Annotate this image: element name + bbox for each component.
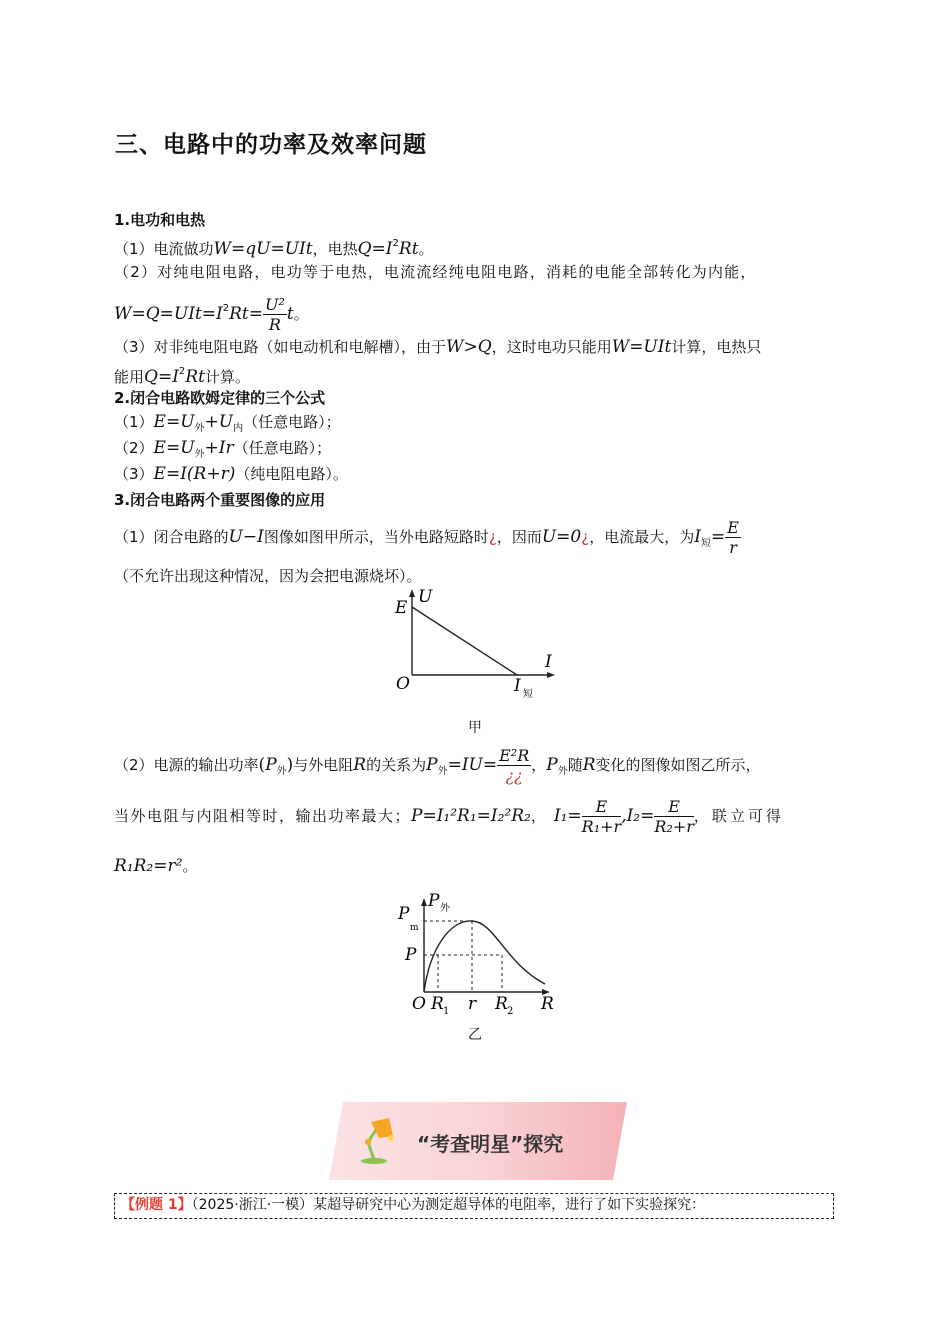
glitch-char: ¿ <box>581 528 590 546</box>
s1-line-3 <box>114 287 309 336</box>
p-axis-arrow <box>421 898 427 906</box>
s1-line-4 <box>114 337 761 357</box>
numerator: E <box>727 518 739 537</box>
formula: U=0 <box>541 527 582 547</box>
label-p: P <box>428 891 440 911</box>
fraction-i1 <box>582 797 622 836</box>
power-curve <box>424 921 545 992</box>
formula: E=U <box>153 438 195 458</box>
formula-inequality: W>Q <box>446 337 492 357</box>
subsection-1-title: 1.电功和电热 <box>114 211 206 229</box>
formula: +U <box>204 412 234 432</box>
formula: R₁R₂=r² <box>114 856 183 876</box>
i-axis-arrow <box>547 672 555 678</box>
u-axis-arrow <box>409 589 415 597</box>
fraction-i2 <box>654 797 694 836</box>
glitch-char: ¿ <box>488 528 497 546</box>
text: ，这时电功只能用 <box>491 338 612 356</box>
label-i-short-sub: 短 <box>523 689 533 700</box>
formula: (R+r) <box>186 464 236 484</box>
text: ， <box>531 756 547 774</box>
example-1-box <box>114 1193 834 1219</box>
subscript: 外 <box>437 766 448 777</box>
formula-work: W=UIt <box>611 337 672 357</box>
figure-power-graph <box>395 888 565 1023</box>
text: 的关系为 <box>366 756 427 774</box>
formula: =IU= <box>447 755 498 775</box>
label-e: E <box>395 598 408 618</box>
label-i-short: I <box>514 676 521 696</box>
formula: U−I <box>228 527 264 547</box>
text: 变化的图像如图乙所示， <box>595 756 761 774</box>
formula-pure-rest: Rt= <box>229 304 263 324</box>
label-r-axis: R <box>541 994 554 1014</box>
star-explore-banner <box>329 1102 627 1180</box>
formula-heat: Q=I <box>144 367 179 387</box>
example-tag: 【例题 1】 <box>121 1197 192 1213</box>
subscript: 外 <box>557 766 568 777</box>
section-heading: 三、电路中的功率及效率问题 <box>115 132 427 158</box>
s3-para-3 <box>114 795 784 837</box>
subscript: 外 <box>194 449 205 460</box>
label-r1-sub: 1 <box>443 1006 450 1017</box>
text: 。 <box>418 240 434 258</box>
label-r1: R <box>431 994 444 1014</box>
formula: I₁= <box>553 806 582 826</box>
text: （1）电流做功 <box>114 240 214 258</box>
text: 随 <box>567 756 583 774</box>
subscript: 短 <box>700 538 711 549</box>
example-text: （2025·浙江·一模）某超导研究中心为测定超导体的电阻率，进行了如下实验探究： <box>191 1197 706 1213</box>
label-p-sub: 外 <box>440 903 450 914</box>
formula-heat-rest: Rt <box>398 239 419 259</box>
fraction-e-r <box>725 518 741 557</box>
denominator: R₁+r <box>581 817 622 836</box>
ui-line <box>412 607 517 675</box>
label-r2-sub: 2 <box>507 1006 514 1017</box>
figure-a-caption: 甲 <box>468 720 482 736</box>
label-o: O <box>412 994 426 1014</box>
label-p2: P <box>405 945 417 965</box>
text: ，联立可得 <box>693 807 784 825</box>
denominator: r <box>729 538 737 557</box>
text: ，因而 <box>496 528 542 546</box>
text: 图像如图甲所示，当外电路短路时 <box>263 528 489 546</box>
text: （任意电路）； <box>243 413 341 431</box>
label-o: O <box>396 674 410 694</box>
s2-formula-1 <box>114 412 341 439</box>
formula-pure: W=Q=UIt=I <box>114 304 223 324</box>
equals: = <box>710 527 726 547</box>
numerator: E²R <box>499 746 530 765</box>
text: （2） <box>114 439 154 457</box>
text: ，电热 <box>312 240 358 258</box>
subscript: 内 <box>233 423 244 434</box>
formula: R <box>582 755 596 775</box>
denominator: R₂+r <box>654 817 694 836</box>
denominator: R <box>268 315 281 334</box>
label-i: I <box>545 652 552 672</box>
label-pm-sub: m <box>410 923 419 933</box>
formula: I <box>694 527 701 547</box>
lamp-icon <box>359 1116 403 1166</box>
banner-title: “考查明星”探究 <box>417 1132 564 1156</box>
s1-line-5 <box>114 362 250 387</box>
formula-heat: Q=I <box>357 239 393 259</box>
fraction-output-power <box>497 746 531 785</box>
text: （3）对非纯电阻电路（如电动机和电解槽），由于 <box>114 338 447 356</box>
text: （3） <box>114 465 154 483</box>
text: ， <box>530 807 546 825</box>
text: 计算。 <box>204 368 250 386</box>
text: 当外电阻与内阻相等时，输出功率最大； <box>114 807 412 825</box>
denominator: ¿¿ <box>505 766 523 785</box>
text: （1）闭合电路的 <box>114 528 229 546</box>
label-r: r <box>468 994 477 1014</box>
s3-para-2: （2）电源的输出功率$(P_外)$与外电阻R的关系为$P_外=IU=$ $\frac{\text{E²R}}{¿¿}$ ，$P_外$随R变化的图像如图乙所示， <box>114 746 761 785</box>
text: 能用 <box>114 368 145 386</box>
formula: P <box>546 755 558 775</box>
text: 。 <box>293 305 309 323</box>
formula: E=I <box>153 464 187 484</box>
label-u: U <box>418 587 433 607</box>
subscript: 外 <box>276 766 287 777</box>
formula: ,I₂= <box>621 806 655 826</box>
subsection-3-title: 3.闭合电路两个重要图像的应用 <box>114 491 326 509</box>
numerator: E <box>582 797 622 817</box>
figure-b-caption: 乙 <box>468 1027 482 1043</box>
label-r2: R <box>495 994 508 1014</box>
text: （2）电源的输出功率 <box>114 756 259 774</box>
superscript: 2 <box>222 303 230 314</box>
text: （任意电路）； <box>233 439 332 457</box>
formula: R <box>353 755 367 775</box>
numerator: E <box>654 797 694 817</box>
s3-para-1 <box>114 516 741 565</box>
formula-heat-rest: Rt <box>185 367 205 387</box>
text: 计算，电热只 <box>671 338 762 356</box>
fraction-u2-r <box>263 295 287 334</box>
s2-formula-3 <box>114 464 348 484</box>
superscript: 2 <box>392 238 399 249</box>
figure-ui-graph <box>390 585 565 705</box>
text: 。 <box>182 857 198 875</box>
superscript: 2 <box>178 366 186 377</box>
text: ，电流最大，为 <box>589 528 695 546</box>
text: （1） <box>114 413 154 431</box>
s2-formula-2 <box>114 438 331 465</box>
subscript: 外 <box>194 423 205 434</box>
text: 与外电阻 <box>293 756 354 774</box>
formula: P=I₁²R₁=I₂²R₂ <box>411 806 531 826</box>
numerator: U² <box>265 295 285 314</box>
formula: +Ir <box>204 438 234 458</box>
formula: P <box>426 755 438 775</box>
text: （纯电阻电路）。 <box>235 465 348 483</box>
subsection-2-title: 2.闭合电路欧姆定律的三个公式 <box>114 389 326 407</box>
formula-t: t <box>286 304 294 324</box>
formula: P <box>265 755 277 775</box>
s3-para-4 <box>114 856 197 876</box>
formula-work: W=qU=UIt <box>213 239 313 259</box>
s3-para-1-line-2: （不允许出现这种情况，因为会把电源烧坏）。 <box>114 567 422 585</box>
label-pm: P <box>398 904 410 924</box>
s1-line-2: （2）对纯电阻电路，电功等于电热，电流流经纯电阻电路，消耗的电能全部转化为内能， <box>114 263 757 281</box>
s1-line-1 <box>114 234 434 259</box>
formula: E=U <box>153 412 195 432</box>
